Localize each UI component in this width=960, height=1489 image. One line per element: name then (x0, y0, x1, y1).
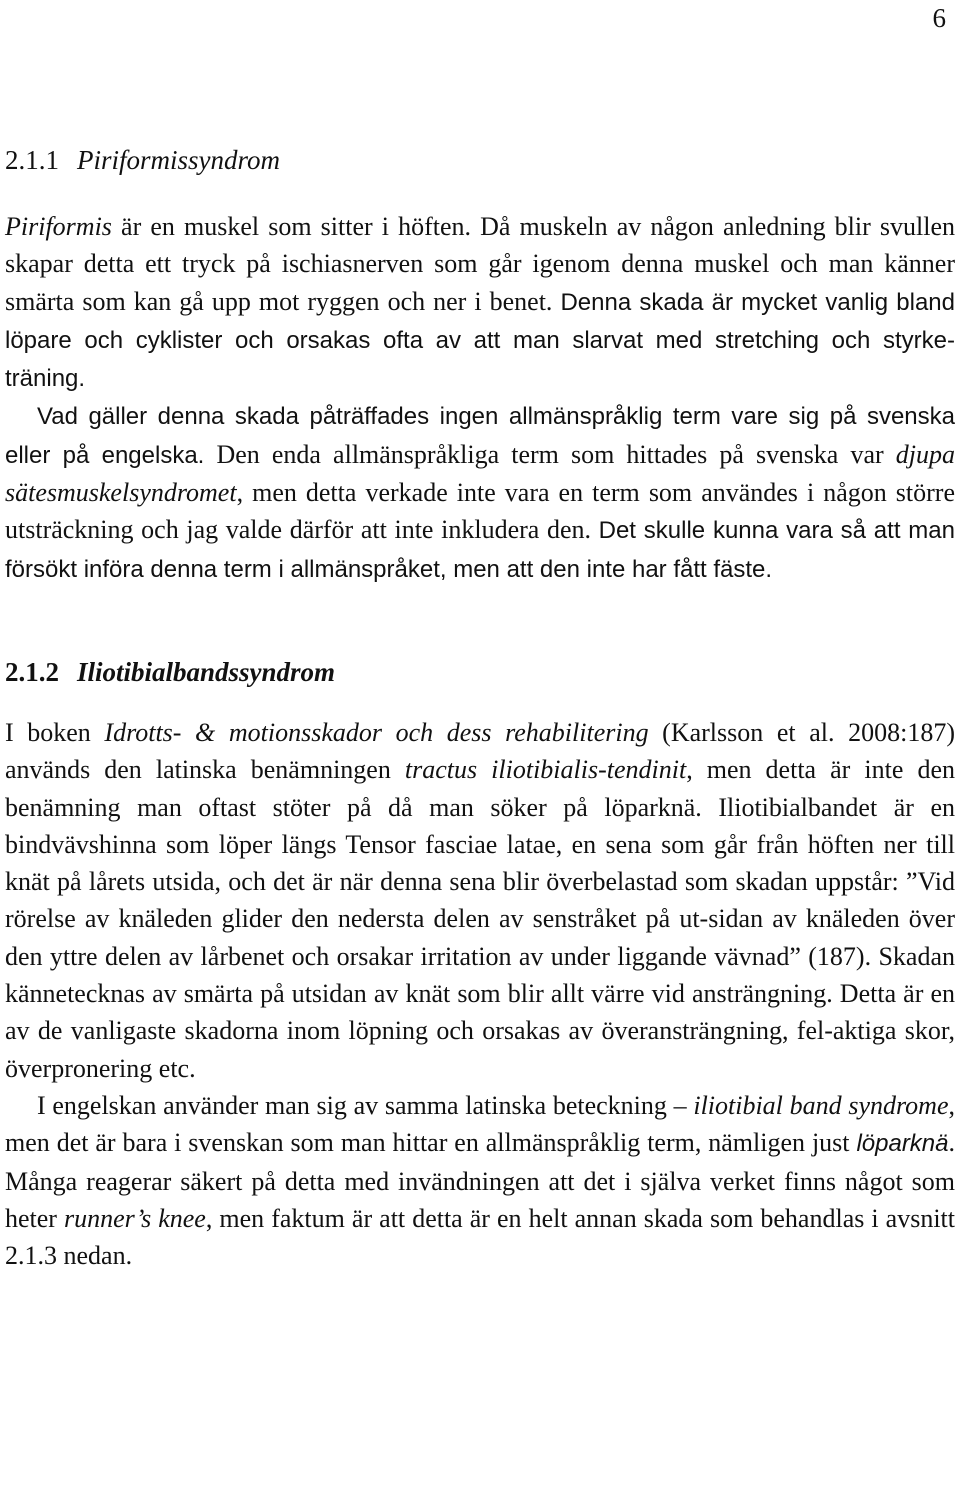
term-loparkna: löparknä (856, 1130, 949, 1158)
document-body (5, 140, 955, 1274)
section-number: 2.1.2 (5, 656, 59, 687)
paragraph-text: Den enda allmänspråkliga term som hittades på svenska var (204, 439, 896, 469)
term-piriformis: Piriformis (5, 212, 112, 241)
term-tractus-iliotibialis-tendinit: tractus iliotibialis-tendinit (404, 755, 687, 785)
paragraph-text-sans: Vad gäller denna skada påträffades ingen allmänspråklig term vare sig på svenska eller på engelska. (5, 403, 955, 469)
term-djupa-satesmuskelsyndromet: djupa sätesmuskelsyndromet (5, 439, 955, 508)
term-iliotibial-band-syndrome: iliotibial band syndrome (693, 1090, 949, 1120)
paragraph-piriformis-1 (5, 208, 955, 397)
paragraph-text: I engelskan använder man sig av samma latinska beteckning – (37, 1090, 694, 1120)
paragraph-text: (Karlsson et al. 2008:187) används den latinska benämningen (5, 717, 955, 785)
section-number: 2.1.1 (5, 145, 59, 175)
paragraph-text: är en muskel som sitter i höften. Då muskeln av någon anledning blir svullen skapar detta ett tryck på ischiasnerven som går igenom denna muskel och man känner smärta som kan gå upp mot ryggen och ner i benet. (5, 212, 955, 316)
section-heading-2-1-1 (5, 140, 955, 180)
paragraph-text: , men detta är inte den benämning man oftast stöter på då man söker på löparknä. Iliotibialbandet är en bindvävshinna som löper längs Tensor fasciae latae, en sena som går från höften ner till knät på lårets utsida, och det är när denna sena blir överbelastad som skadan uppstår: ”Vid rörelse av knäleden glider den nedersta delen av senstråket på ut-sidan av knäleden över den yttre delen av lårbenet och orsakar irritation av under liggande vävnad” (187). Skadan kännetecknas av smärta på utsidan av knät som blir allt värre vid ansträngning. Detta är en av de vanligaste skadorna inom löpning och orsakas av överansträngning, fel-aktiga skor, överpronering etc. (5, 755, 955, 1083)
paragraph-text: I boken (5, 717, 105, 747)
book-title: Idrotts- & motionsskador och dess rehabilitering (104, 717, 649, 747)
paragraph-text-sans: Denna skada är mycket vanlig bland löpare och cyklister och orsakas ofta av att man slarvat med stretching och styrke-träning. (5, 288, 955, 393)
section-title: Iliotibialbandssyndrom (77, 656, 336, 687)
paragraph-iliotibial-2 (5, 1087, 955, 1274)
paragraph-text-sans: Det skulle kunna vara så att man försökt införa denna term i allmänspråket, men att den inte har fått fäste. (5, 517, 955, 583)
term-runners-knee: runner’s knee (64, 1203, 206, 1233)
paragraph-text: . Många reagerar säkert på detta med invändningen att det i själva verket finns något som heter (5, 1128, 955, 1233)
section-title: Piriformissyndrom (77, 145, 281, 175)
paragraph-text: , men detta verkade inte vara en term som användes i någon större utsträckning och jag valde därför att inte inkludera den. (5, 478, 955, 545)
section-heading-2-1-2 (5, 652, 955, 692)
paragraph-text: , men faktum är att detta är en helt annan skada som behandlas i avsnitt 2.1.3 nedan. (5, 1203, 955, 1271)
paragraph-iliotibial-1 (5, 714, 955, 1087)
page-number: 6 (932, 3, 946, 33)
paragraph-text: , men det är bara i svenskan som man hittar en allmänspråklig term, nämligen just (5, 1090, 955, 1158)
paragraph-piriformis-2 (5, 397, 955, 587)
